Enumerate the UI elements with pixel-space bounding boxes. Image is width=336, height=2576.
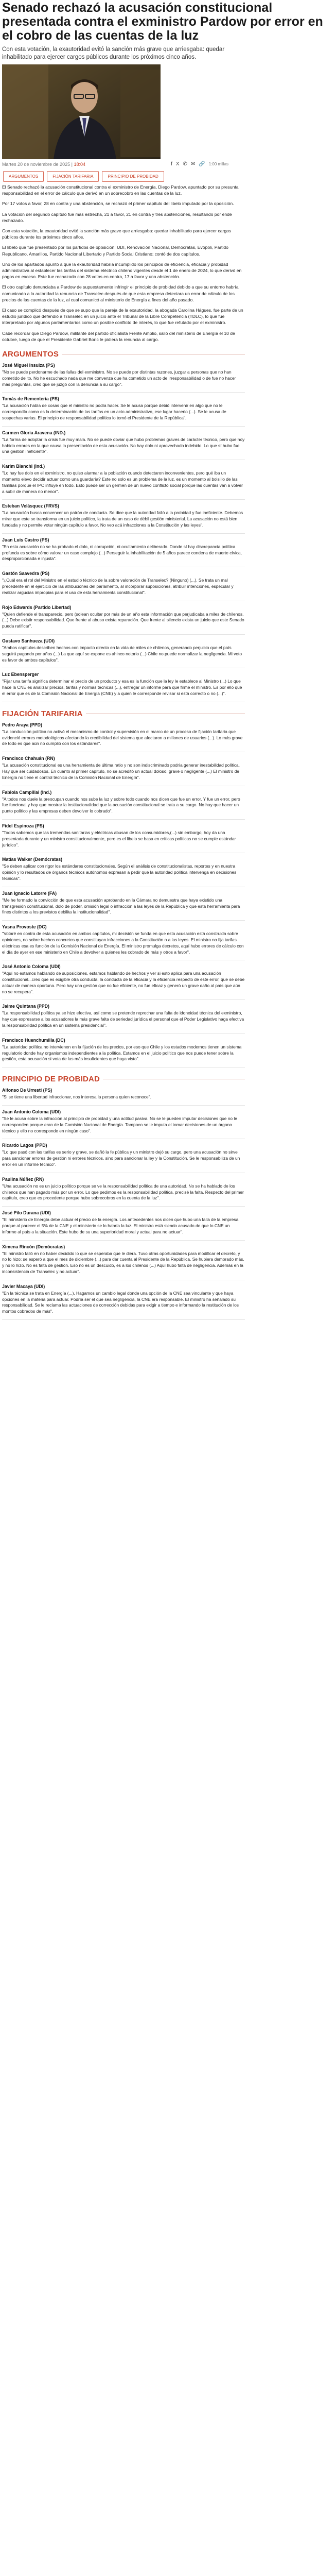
argument-item (2, 1143, 245, 1167)
argument-item (2, 605, 245, 630)
dateline: Martes 20 de noviembre de 2025 | 18:04 (2, 161, 85, 167)
senator-quote: "Todos sabemos que las tremendas sanitarias y eléctricas abusan de los consumidores,(...) sin embargo, hoy da una presentada durante y un ministro constitucionalmente, pero es el libelo se basa en críticas políticas no se cumple estándar jurídico". (2, 829, 236, 848)
argument-item (2, 1038, 245, 1062)
senator-name: Karim Bianchi (Ind.) (2, 464, 45, 469)
item-separator (2, 819, 245, 820)
section-header (2, 709, 245, 718)
senator-quote: "No se puede perdonarme de las fallas del exministro. No se puede por distintas razones, juzgar a personas que no han cometido delito. No he escuchado nada que me convenza que ha cometido un acto de irresponsabilidad o de fue no hacer más preguntas, creo que se juzgó con la denuncia a su cargo". (2, 369, 236, 387)
section-title: FIJACIÓN TARIFARIA (2, 709, 83, 718)
section-title: PRINCIPIO DE PROBIDAD (2, 1075, 100, 1084)
paragraph: La votación del segundo capítulo fue más estrecha, 21 a favor, 21 en contra y tres abstenciones, resultando por ende rechazado. (2, 211, 232, 223)
senator-quote: "Si se tiene una libertad infraccionar, nos interesa la persona quien reconoce". (2, 1094, 151, 1100)
senator-name: Gastón Saavedra (PS) (2, 571, 49, 577)
paragraph: El libelo que fue presentado por los partidos de oposición: UDI, Renovación Nacional, Demócratas, Evópoli, Partido Republicano, Amarillos, Partido Nacional Libertario y Partido Social Cristiano; contó de dos capítulos. (2, 245, 228, 257)
argument-item (2, 722, 245, 747)
lead: Con esta votación, la exautoridad evitó la sanción más grave que arriesgaba: quedar inhabilitado para ejercer cargos públicos durante los próximos cinco años. (2, 46, 225, 60)
argument-item (2, 964, 245, 995)
intro-paragraphs (2, 184, 245, 343)
senator-name: José Miguel Insulza (PS) (2, 363, 55, 368)
item-separator (2, 426, 245, 427)
senator-quote: "En esta acusación no se ha probado el dolo, ni corrupción, ni ocultamiento deliberado. Donde sí hay discrepancia política profunda es sobre cómo valorar un caso complejo (...) Perseguir la inhabilitación de 5 años parece condena de muerte cívica, desproporcionada e injusta". (2, 544, 242, 562)
item-separator (2, 1319, 245, 1320)
tag-button[interactable]: ARGUMENTOS (3, 171, 44, 182)
argument-item (2, 638, 245, 663)
item-separator (2, 920, 245, 921)
argument-item (2, 1088, 245, 1100)
argument-item (2, 503, 245, 528)
senator-quote: "Una acusación no es un juicio político porque se ve la responsabilidad política de una autoridad. No se ha hablado de los chilenos que han pagado más por un error. Lo que pedimos es la responsabilidad política, precisé la falta. Respecto del primer capítulo, creo que es procedente porque hubo sobrecobros en la cuenta de la luz". (2, 1183, 244, 1201)
senator-quote: "El ministerio de Energía debe actuar el precio de la energía. Los antecedentes nos dicen que hubo una falla de la empresa porque al parecer el 5% de la CNE y el ministerio se lo habría la luz. El ministro está siendo acusado de que lo CNE un informe al país a la situación. Este hubo de su una superioridad moral y actual para no actuar". (2, 1217, 239, 1234)
senator-name: Ricardo Lagos (PPD) (2, 1143, 47, 1148)
publish-date: Martes 20 de noviembre de 2025 (2, 161, 70, 167)
argument-item (2, 924, 245, 955)
share-bar (171, 161, 228, 167)
argument-item (2, 756, 245, 781)
senator-name: José Antonio Coloma (UDI) (2, 964, 61, 970)
meta-row (2, 161, 228, 167)
senator-quote: "Aquí no estamos hablando de suposiciones, estamos hablando de hechos y ver si esto aplica para una acusación constitucional...creo que es exigible otra conducta, la conducta de la eficacia y la eficiencia respecto de este error, que se debe actuar de manera oportuna. Pero hay una gestión que no fue eficiente, no fue eficaz y generó un grave daño al país que aún no se recupera". (2, 971, 245, 994)
senator-quote: "La acusación constitucional es una herramienta de última ratio y no son indiscriminado podría generar inestabilidad política. Hay que ser cuidadosos. En cuanto al primer capítulo, no se acreditó un actual doloso, grave o negligente (...) El ministro de Energía no tiene el control técnico de la Comisión Nacional de Energía". (2, 762, 240, 780)
senator-name: Yasna Provoste (DC) (2, 924, 47, 930)
section-header (2, 350, 245, 359)
senator-name: Matías Walker (Demócratas) (2, 857, 63, 862)
argument-item (2, 464, 245, 495)
item-separator (2, 499, 245, 500)
senator-quote: "La acusación habla de cosas que el ministro no podía hacer. Se le acusa porque debió intervenir en algo que no le correspondía como es la determinación de las tarifas en un acto administrativo, ese lugar hacerlo (...). Se le acusa de sospechas varias. El principio de responsabilidad política lo tomó el Presidente de la República". (2, 403, 226, 421)
argument-item (2, 571, 245, 596)
argument-item (2, 1244, 245, 1275)
read-time: 1:00 millas (208, 162, 228, 166)
sections (2, 350, 245, 1320)
item-separator (2, 1206, 245, 1207)
argument-item (2, 363, 245, 387)
senator-name: Luz Ebensperger (2, 672, 39, 677)
argument-item (2, 1109, 245, 1134)
senator-name: Carmen Gloria Aravena (IND.) (2, 430, 66, 435)
senator-quote: "Votaré en contra de esta acusación en ambos capítulos, mi decisión se funda en que esta acusación está construida sobre opiniones, no sobre hechos concretos que constituyan infracciones a la Constitución o a las leyes. El ministro no fija tarifas eléctricas esa es función de la Comisión Nacional de Energía. El ministro promulga decretos, aquí hubo errores de cálculo con el día de ayer en ese ministerio en Chile a devolver a quienes les cobrado de más y otros a favor". (2, 931, 244, 955)
tag-button[interactable]: FIJACIÓN TARIFARIA (47, 171, 99, 182)
senator-name: Tomás de Rementería (PS) (2, 396, 59, 402)
senator-name: Ximena Rincón (Demócratas) (2, 1244, 65, 1249)
paragraph: Por 17 votos a favor, 28 en contra y una abstención, se rechazó el primer capítulo del libelo imputado por la oposición. (2, 201, 234, 207)
senator-name: Jaime Quintana (PPD) (2, 1004, 49, 1009)
senator-name: Rojo Edwards (Partido Libertad) (2, 604, 72, 610)
senator-name: Francisco Chahuán (RN) (2, 756, 55, 761)
tag-list (3, 171, 168, 182)
argument-item (2, 891, 245, 916)
section-header (2, 1075, 245, 1083)
senator-name: Paulina Núñez (RN) (2, 1176, 44, 1182)
argument-item (2, 1284, 245, 1315)
senator-quote: "A todos nos duele la preocupan cuando nos sube la luz y sobre todo cuando nos dicen que fue un error. Y fue un error, pero fue funcional y hay que mostrar la institucionalidad que la acusación constitucional se trata a su cargo. No hay que hacer un punto político y las empresas deben devolver lo cobrado". (2, 796, 240, 814)
argument-item (2, 537, 245, 562)
article-body (2, 184, 245, 1320)
senator-quote: "La autoridad política no intervienen en la fijación de los precios, por eso que Chile y los estados modernos tienen un sistema regulatorio donde hay organismos independientes a la política. Estamos en el juicio político que nos puede tener sobre la gestión, esta acusación si vota de las más insuficientes que haya visto". (2, 1044, 242, 1062)
link-icon[interactable]: 🔗 (199, 161, 205, 167)
paragraph: Con esta votación, la exautoridad evitó la sanción más grave que arriesgaba: quedar inhabilitado para ejercer cargos públicos durante los próximos cinco años. (2, 228, 232, 240)
paragraph: Uno de los apartados apuntó a que la exautoridad habría incumplido los principios de eficiencia, eficacia y probidad administrativa al establecer las tarifas del sistema eléctrico chileno vigentes desde el 1 de enero de 2024, lo que derivó en pagos en exceso. Este fue rechazado con 28 votos en contra, 17 a favor y una abstención. (2, 261, 242, 280)
headline: Senado rechazó la acusación constitucional presentada contra el exministro Pardow por error en el cobro de las cuentas de la luz (2, 1, 323, 43)
senator-name: Javier Macaya (UDI) (2, 1283, 45, 1289)
argument-item (2, 672, 245, 697)
paragraph: El otro capítulo denunciaba a Pardow de supuestamente infringir el principio de probidad debido a que su entorno habría comunicado a la autoridad la renuncia de Transelec después de que esta empresa detectara un error de cálculo de los precios de las cuentas de la luz, al cual comunicó al ministerio de Energía a fines del año pasado. (2, 284, 239, 302)
paragraph: Cabe recordar que Diego Pardow, militante del partido oficialista Frente Amplio, salió del ministerio de Energía el 10 de octubre, luego de que el Presidente Gabriel Boric le pidiera la renuncia al cargo. (2, 330, 235, 342)
senator-quote: "Ambos capítulos describen hechos con impacto directo en la vida de miles de chilenos, generando perjuicio que el país seguirá pagando por años (...) La que aquí se expone es ahinco notorio (...) Chile no puede normalizar la negligencia. Mi voto es favor de ambos capítulos". (2, 645, 242, 663)
senator-name: Fidel Espinoza (PS) (2, 823, 44, 828)
senator-name: Juan Antonio Coloma (UDI) (2, 1109, 61, 1115)
item-separator (2, 533, 245, 534)
senator-quote: "La responsabilidad política ya se hizo efectiva, así como se pretende reprochar una falta de idoneidad técnica del exministro, hay que expresarse a los acusadores la más grave falta de seriedad jurídica el personal que el Poder Legislativo haga efectiva la responsabilidad política en un sistema presidencial". (2, 1010, 244, 1028)
item-separator (2, 1105, 245, 1106)
item-separator (2, 634, 245, 635)
argument-item (2, 1177, 245, 1201)
senator-quote: "Fijar una tarifa significa determinar el precio de un producto y esa es la función que la ley le establece al Ministro (...) Lo que hace la CNE es analizar precios, tarifas y normas técnicas (...), entregar un informe para que firme el ministro. Es por ello que el error que es de la Comisión Nacional de Energía (CNE) y a quien le corresponde revisar si está correcto o no (...)". (2, 679, 242, 696)
section-title: ARGUMENTOS (2, 350, 59, 359)
senator-name: Esteban Velásquez (FRVS) (2, 503, 59, 509)
argument-item (2, 823, 245, 848)
item-separator (2, 1240, 245, 1241)
article-photo (2, 64, 161, 159)
senator-name: Juan Ignacio Latorre (FA) (2, 890, 57, 896)
senator-quote: "¿Cuál era el rol del Ministro en el estudio técnico de la sobre valoración de Transelec? (Ninguno) (...). Se trata un mal precedente en el ejercicio de las atribuciones del parlamento, al incorporar suposiciones, atribuir intenciones, especular y realizar argucias impropias para el uso de esta herramienta constitucional". (2, 578, 234, 595)
senator-name: Pedro Araya (PPD) (2, 722, 42, 727)
senator-name: José Pilo Durana (UDI) (2, 1210, 51, 1216)
senator-name: Francisco Huenchumilla (DC) (2, 1037, 65, 1043)
argument-item (2, 790, 245, 815)
senator-quote: "El ministro falló en no haber decidido lo que se esperaba que le diera. Tuvo otras oportunidades para modificar el decreto, y no lo hizo; se esperó a que el mes de diciembre (...) para dar cuenta al Presidente de la República. Se hubiera demorado más, y no lo hizo. No es falta de gestión. Eso no es un descuido, es a los chilenos (...) Aquí hubo falta de negligencia. Además en la inconsistencia de Transelec y no actuar". (2, 1250, 244, 1275)
item-separator (2, 392, 245, 393)
senator-quote: "Lo que pasó con las tarifas es serio y grave, se dañó la fe pública y un ministro dejó su cargo, pero una acusación no sirve para sancionar errores de gestión ni errores técnicos, sino para sancionar la ley y la Constitución. Se le responsabiliza de un error en un informe técnico". (2, 1149, 240, 1167)
argument-item (2, 1004, 245, 1028)
senator-quote: "Se deben aplicar con rigor los estándares constitucionales. Según el análisis de constitucionalistas, reportes y en nuestra opinión y lo resultados de órganos técnicos autónomos expresan a pedir que la autoridad política intervenga en decisiones técnicas". (2, 863, 237, 881)
whatsapp-icon[interactable]: ✆ (183, 161, 187, 167)
argument-item (2, 1210, 245, 1235)
senator-quote: "La conducción política no activó el mecanismo de control y supervisión en el marco de un proceso de fijación tarifaria que evidenció errores metodológicos afectando la credibilidad del sistema que afectaron a millones de usuarios (...). Lo más grave de todo es que aún no cumplió con los estándares". (2, 728, 243, 747)
tag-button[interactable]: PRINCIPIO DE PROBIDAD (102, 171, 164, 182)
item-separator (2, 1033, 245, 1034)
mail-icon[interactable]: ✉ (190, 161, 196, 167)
senator-name: Fabiola Campillai (Ind.) (2, 789, 52, 795)
senator-quote: "Lo hay fue dolo en el exministro, no quiso alarmar a la población cuando detectaron inconvenientes, pero qué iba un momento elevo decidir actuar como una guardaría? Este no solo es un problema de la luz, es un momento al bolsillo de las familias porque el IPC influye en todo. Esto puede ser un germen de un nuevo conflicto social porque las cuentas van a volver a subir de manera no menor". (2, 470, 243, 494)
facebook-icon[interactable]: f (171, 161, 172, 167)
argument-item (2, 396, 245, 421)
paragraph: El Senado rechazó la acusación constitucional contra el exministro de Energía, Diego Pardow, apuntado por su presunta responsabilidad en el error de cálculo que derivó en un sobrecobro en las cuentas de la luz. (2, 184, 239, 196)
senator-quote: "La forma de adoptar la crisis fue muy mala. No se puede obviar que hubo problemas graves de carácter técnico, pero que hoy habido errores en la que causa la presentación de esta acusación. No hay dolo ni aprovechado indebido. Lo que sí hubo fue una gestión ineficiente". (2, 436, 245, 454)
senator-name: Alfonso De Urresti (PS) (2, 1088, 52, 1093)
senator-quote: "La acusación busca convencer un patrón de conducta. Se dice que la autoridad falló a la probidad y fue ineficiente. Debemos mirar que este se transforma en un juicio político, la trata de un caso de débil gestión ministerial. La acusación no está bien fundada y no permite votar ningún capítulo a favor. No veo acá infracciones a la Constitución y las leyes". (2, 510, 243, 528)
senator-quote: "Me he formado la convicción de que esta acusación aprobando en la Cámara no demuestra que haya existido una transgresión constitucional, dolo de poder, omisión legal o infracción a las leyes de la República y que esta herramienta para fines distintos a los previstos debilita la institucionalidad". (2, 897, 240, 915)
item-separator (2, 999, 245, 1000)
argument-item (2, 857, 245, 882)
argument-item (2, 430, 245, 455)
publish-time: 18:04 (74, 161, 85, 167)
senator-quote: "En la técnica se trata en Energía (...). Hagamos un cambio legal donde una opción de la CNE sea vinculante y que haya opciones en la materia para actuar. Podría ser el que sea negligencia, la CNE era responsable. El ministro ha señalado su responsabilidad. Se le reclama las actuaciones de corrección debidas para exigir a tiempo e informando la restitución de los montos cobrados de más". (2, 1290, 239, 1314)
senator-quote: "Se le acusa sobre la infracción al principio de probidad y una actitud pasiva. No se le pueden imputar decisiones que no le corresponden porque eran de la Comisión Nacional de Energía. Tampoco se le imputa el tomar decisiones de un órgano técnico y ello no corresponde en ningún caso". (2, 1116, 237, 1133)
senator-quote: "Quien defiende el transparecio, pero (solean ocultar por más de un año esta información que perjudicaba a miles de chilenos. (...) Debe existir responsabilidad. Que frente al abuso exista reparación. Que frente al silencio exista un juicio que este Senado pueda ratificar". (2, 611, 244, 629)
paragraph: El caso se complicó después de que se supo que la pareja de la exautoridad, la abogada Carolina Hágues, fue parte de un estudio jurídico que defendió a Transelec en un juicio ante el Tribunal de la Libre Competencia (TDLC), lo que fue interpretado por algunos parlamentarios como un posible conflicto de interés, lo que fue refutado por el exministro. (2, 308, 243, 326)
photo-illustration (2, 64, 161, 159)
senator-name: Juan Luis Castro (PS) (2, 537, 49, 543)
x-icon[interactable]: X (175, 161, 180, 167)
senator-name: Gustavo Sanhueza (UDI) (2, 638, 55, 643)
